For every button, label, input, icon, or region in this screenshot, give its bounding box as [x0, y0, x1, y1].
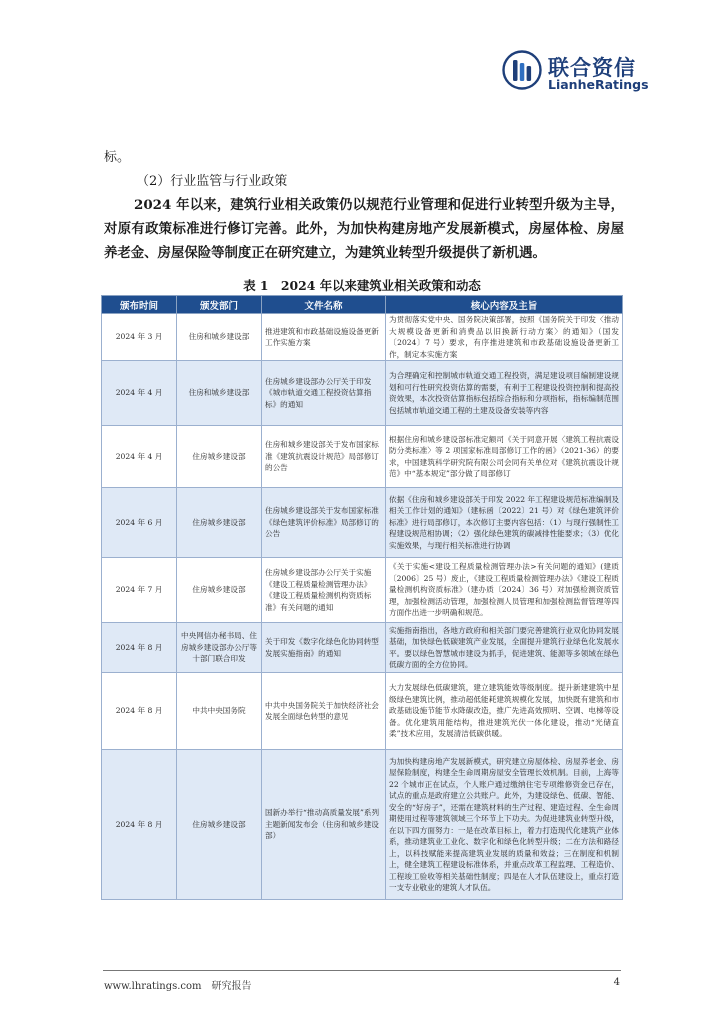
row-date: 2024 年 8 月 [102, 673, 177, 750]
row-doc: 国新办举行“推动高质量发展”系列主题新闻发布会（住房和城乡建设部） [262, 750, 386, 900]
table-row [102, 488, 623, 558]
row-content: 实施指南指出，各地方政府和相关部门要完善建筑行业双化协同发展基础，加快绿色低碳建筑产业发展，全面提升建筑行业绿色化发展水平。要以绿色智慧城市建设为抓手，促进建筑、能源等多领域在绿色低碳方面的全方位协同。 [386, 623, 623, 673]
previous-paragraph-tail: 标。 [104, 150, 131, 165]
row-dept: 住房城乡建设部 [177, 488, 262, 558]
column-header-date: 颁布时间 [102, 296, 177, 314]
row-content: 大力发展绿色低碳建筑，建立建筑能效等级制度。提升新建建筑中星级绿色建筑比例，推动超低能耗建筑规模化发展，加快既有建筑和市政基础设施节能节水降碳改造，推广先进高效照明、空调、电梯等设备。优化建筑用能结构，推进建筑光伏一体化建设，推动“光储直柔”技术应用，发展清洁低碳供暖。 [386, 673, 623, 750]
lianhe-logo-icon [502, 50, 542, 90]
policy-table [101, 295, 623, 900]
row-doc: 关于印发《数字化绿色化协同转型发展实施指南》的通知 [262, 623, 386, 673]
table-row [102, 426, 623, 488]
row-date: 2024 年 3 月 [102, 314, 177, 361]
column-header-dept: 颁发部门 [177, 296, 262, 314]
row-dept: 住房城乡建设部 [177, 750, 262, 900]
row-dept: 中共中央国务院 [177, 673, 262, 750]
table-row [102, 361, 623, 426]
row-doc: 推进建筑和市政基础设施设备更新工作实施方案 [262, 314, 386, 361]
company-logo [502, 50, 672, 92]
row-content: 为合理确定和控制城市轨道交通工程投资，满足建设项目编制建设规划和可行性研究投资估算的需要，有利于工程建设投资控制和提高投资效果，本次投资估算指标包括综合指标和分项指标，指标编制范围包括城市轨道交通工程的土建及设备安装等内容 [386, 361, 623, 426]
row-date: 2024 年 8 月 [102, 750, 177, 900]
row-doc: 住房和城乡建设部关于发布国家标准《建筑抗震设计规范》局部修订的公告 [262, 426, 386, 488]
intro-paragraph: 2024 年以来，建筑行业相关政策仍以规范行业管理和促进行业转型升级为主导，对原有政策标准进行修订完善。此外，为加快构建房地产发展新模式，房屋体检、房屋养老金、房屋保险等制度正在研究建立，为建筑业转型升级提供了新机遇。 [104, 197, 624, 261]
row-doc: 住房城乡建设部关于发布国家标准《绿色建筑评价标准》局部修订的公告 [262, 488, 386, 558]
row-dept: 中央网信办秘书局、住房城乡建设部办公厅等十部门联合印发 [177, 623, 262, 673]
row-content: 根据住房和城乡建设部标准定额司《关于同意开展〈建筑工程抗震设防分类标准〉等 2 项国家标准局部修订工作的函》（2021-36）的要求，中国建筑科学研究院有限公司会同有关单位对《建筑抗震设计规范》中“基本规定”部分做了局部修订 [386, 426, 623, 488]
row-content: 依据《住房和城乡建设部关于印发 2022 年工程建设规范标准编制及相关工作计划的通知》（建标函〔2022〕21 号）对《绿色建筑评价标准》进行局部修订，本次修订主要内容包括：（1）与现行强制性工程建设规范相协调；（2）强化绿色建筑的碳减排性能要求；（3）优化实施效果，与现行相关标准进行协调 [386, 488, 623, 558]
row-date: 2024 年 4 月 [102, 426, 177, 488]
table-row [102, 314, 623, 361]
row-content: 为贯彻落实党中央、国务院决策部署，按照《国务院关于印发〈推动大规模设备更新和消费品以旧换新行动方案〉的通知》（国发〔2024〕7 号）要求，有序推进建筑和市政基础设施设备更新工作，制定本实施方案 [386, 314, 623, 361]
row-doc: 住房城乡建设部办公厅关于实施《建设工程质量检测管理办法》《建设工程质量检测机构资质标准》有关问题的通知 [262, 558, 386, 623]
row-date: 2024 年 6 月 [102, 488, 177, 558]
row-content: 为加快构建房地产发展新模式，研究建立房屋体检、房屋养老金、房屋保险制度，构建全生命周期房屋安全管理长效机制。目前，上海等 22 个城市正在试点，个人账户通过缴纳住宅专项维修资金已存在，试点的重点是政府建立公共账户。此外，为建设绿色、低碳、智能、安全的“好房子”，还需在建筑材料的生产过程、建造过程、全生命周期使用过程等建筑领域三个环节上下功夫。为促进建筑业转型升级，在以下四方面努力：一是在改革目标上，着力打造现代化建筑产业体系，推动建筑业工业化、数字化和绿色化转型升级；二在方法和路径上，以科技赋能来提高建筑业发展的质量和效益；三在制度和机制上，健全建筑工程建设标准体系，并重点改革工程监理、工程造价、工程竣工验收等相关基础性制度；四是在人才队伍建设上，重点打造一支专业敬业的建筑人才队伍。 [386, 750, 623, 900]
column-header-doc: 文件名称 [262, 296, 386, 314]
row-date: 2024 年 7 月 [102, 558, 177, 623]
table-row [102, 558, 623, 623]
column-header-content: 核心内容及主旨 [386, 296, 623, 314]
row-date: 2024 年 4 月 [102, 361, 177, 426]
footer-divider [103, 970, 621, 971]
row-content: 《关于实施<建设工程质量检测管理办法>有关问题的通知》(建质〔2006〕25 号）废止，《建设工程质量检测管理办法》《建设工程质量检测机构资质标准》（建办质〔2024〕36 号）对加强检测资质管理，加强检测活动管理，加强检测人员管理和加强检测监督管理等四方面作出进一步明确和规范。 [386, 558, 623, 623]
table-row [102, 623, 623, 673]
row-dept: 住房和城乡建设部 [177, 361, 262, 426]
row-dept: 住房城乡建设部 [177, 558, 262, 623]
row-dept: 住房和城乡建设部 [177, 314, 262, 361]
logo-english-name: LianheRatings [548, 77, 649, 92]
table-row [102, 750, 623, 900]
row-dept: 住房城乡建设部 [177, 426, 262, 488]
row-date: 2024 年 8 月 [102, 623, 177, 673]
page-number: 4 [613, 977, 620, 988]
footer-site: www.lhratings.com 研究报告 [104, 981, 252, 992]
row-doc: 住房城乡建设部办公厅关于印发《城市轨道交通工程投资估算指标》的通知 [262, 361, 386, 426]
section-heading: （2）行业监管与行业政策 [136, 174, 288, 189]
table-row [102, 673, 623, 750]
logo-chinese-name: 联合资信 [548, 56, 636, 80]
row-doc: 中共中央国务院关于加快经济社会发展全面绿色转型的意见 [262, 673, 386, 750]
table-header-row [102, 296, 623, 314]
table-caption: 表 1 2024 年以来建筑业相关政策和动态 [243, 278, 481, 293]
